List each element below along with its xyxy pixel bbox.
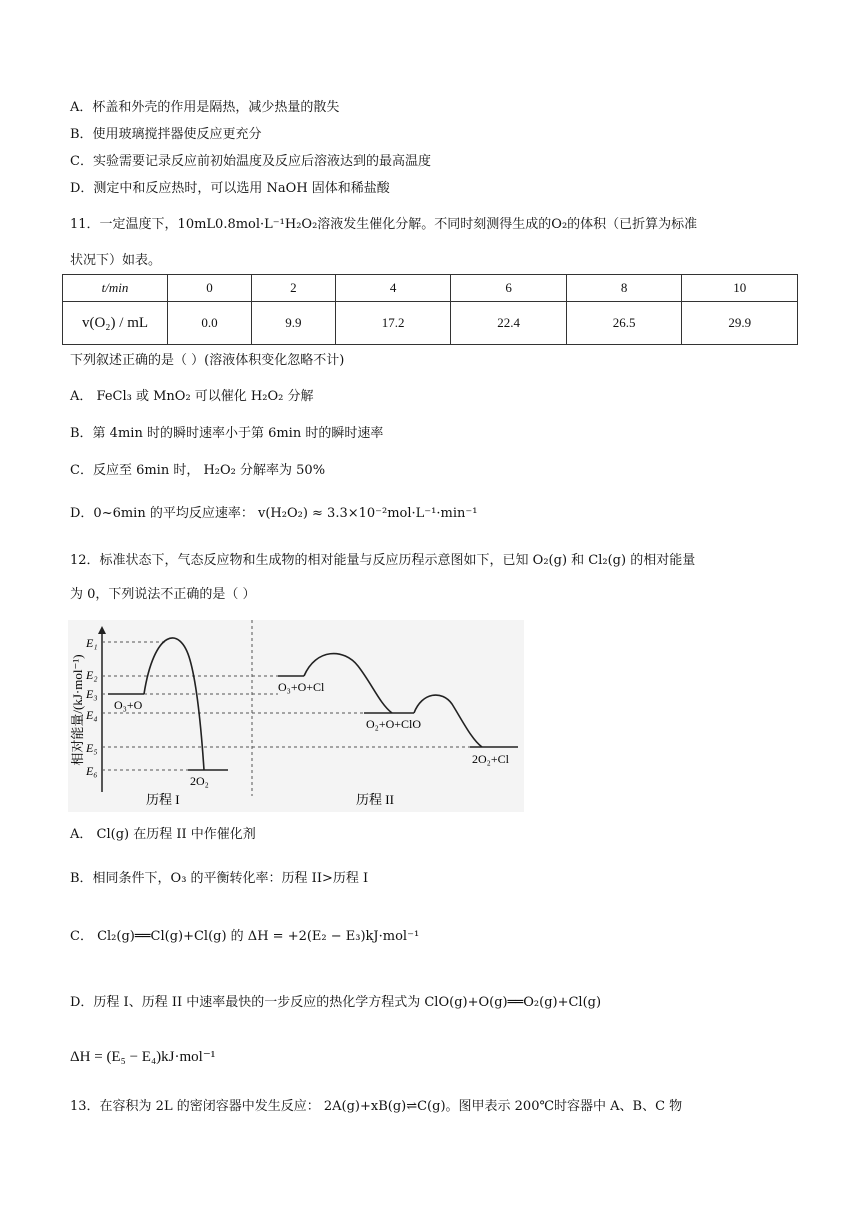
table-cell: 17.2 xyxy=(335,302,451,345)
table-cell: 8 xyxy=(566,275,682,302)
table-cell: 0 xyxy=(168,275,252,302)
table-cell: 2 xyxy=(251,275,335,302)
path2-label: 历程 II xyxy=(356,792,394,807)
table-cell: 29.9 xyxy=(682,302,798,345)
q12-stem-line1: 12．标准状态下，气态反应物和生成物的相对能量与反应历程示意图如下，已知 O₂(g) 和 Cl₂(g) 的相对能量 xyxy=(70,553,696,568)
level-label-e2: E₂ xyxy=(86,668,98,682)
table-row xyxy=(63,302,798,345)
q10-option-b: B．使用玻璃搅拌器使反应更充分 xyxy=(70,127,262,142)
level-label-e5: E₅ xyxy=(86,741,98,755)
path1-end-label: 2O₂ xyxy=(190,774,209,788)
table-cell: 22.4 xyxy=(451,302,567,345)
q11-data-table xyxy=(62,274,798,345)
q12-stem-line2: 为 0，下列说法不正确的是（ ） xyxy=(70,587,256,602)
q12-option-b: B．相同条件下，O₃ 的平衡转化率：历程 II>历程 I xyxy=(70,871,369,886)
table-row xyxy=(63,275,798,302)
q11-stem-line2: 状况下）如表。 xyxy=(70,253,162,268)
table-cell: 10 xyxy=(682,275,798,302)
q12-option-c: C． Cl₂(g)══Cl(g)+Cl(g) 的 ΔH = +2(E₂ − E₃)kJ·mol⁻¹ xyxy=(70,929,420,944)
q11-prompt: 下列叙述正确的是（ ）(溶液体积变化忽略不计) xyxy=(70,353,345,368)
y-axis-label: 相对能量/(kJ·mol⁻¹) xyxy=(70,654,85,766)
table-header-cell: t/min xyxy=(63,275,168,302)
level-label-e1: E₁ xyxy=(86,636,98,650)
path1-start-label: O₃+O xyxy=(114,698,143,712)
q12-option-a: A． Cl(g) 在历程 II 中作催化剂 xyxy=(70,827,256,842)
path2-mid-label: O₂+O+ClO xyxy=(366,717,422,731)
q12-option-d-line1: D．历程 I、历程 II 中速率最快的一步反应的热化学方程式为 ClO(g)+O(g)══O₂(g)+Cl(g) xyxy=(70,995,602,1010)
level-label-e6: E₆ xyxy=(86,764,98,778)
level-label-e3: E₃ xyxy=(86,687,98,701)
q11-option-a: A． FeCl₃ 或 MnO₂ 可以催化 H₂O₂ 分解 xyxy=(70,389,314,404)
table-cell: 4 xyxy=(335,275,451,302)
table-cell: 0.0 xyxy=(168,302,252,345)
q10-option-c: C．实验需要记录反应前初始温度及反应后溶液达到的最高温度 xyxy=(70,154,431,169)
q11-stem-line1: 11．一定温度下，10mL0.8mol·L⁻¹H₂O₂溶液发生催化分解。不同时刻测得生成的O₂的体积（已折算为标准 xyxy=(70,217,698,232)
energy-profile-diagram xyxy=(68,620,524,812)
figure-background xyxy=(68,620,524,812)
q11-option-d: D．0~6min 的平均反应速率： v(H₂O₂) ≈ 3.3×10⁻²mol·L⁻¹·min⁻¹ xyxy=(70,506,478,521)
path2-end-label: 2O₂+Cl xyxy=(472,752,509,766)
table-header-cell: v(O₂) / mL xyxy=(63,302,168,345)
q11-option-c: C．反应至 6min 时， H₂O₂ 分解率为 50% xyxy=(70,463,326,478)
path2-start-label: O₃+O+Cl xyxy=(278,680,325,694)
q12-option-d-line2: ΔH = (E₅ − E₄)kJ·mol⁻¹ xyxy=(70,1049,216,1065)
level-label-e4: E₄ xyxy=(86,708,98,722)
q10-option-a: A．杯盖和外壳的作用是隔热，减少热量的散失 xyxy=(70,100,340,115)
q10-option-d: D．测定中和反应热时，可以选用 NaOH 固体和稀盐酸 xyxy=(70,181,390,196)
q13-stem-line1: 13．在容积为 2L 的密闭容器中发生反应： 2A(g)+xB(g)⇌C(g)。图甲表示 200℃时容器中 A、B、C 物 xyxy=(70,1099,683,1114)
q11-option-b: B．第 4min 时的瞬时速率小于第 6min 时的瞬时速率 xyxy=(70,426,384,441)
table-cell: 6 xyxy=(451,275,567,302)
path1-label: 历程 I xyxy=(146,792,180,807)
table-cell: 9.9 xyxy=(251,302,335,345)
table-cell: 26.5 xyxy=(566,302,682,345)
